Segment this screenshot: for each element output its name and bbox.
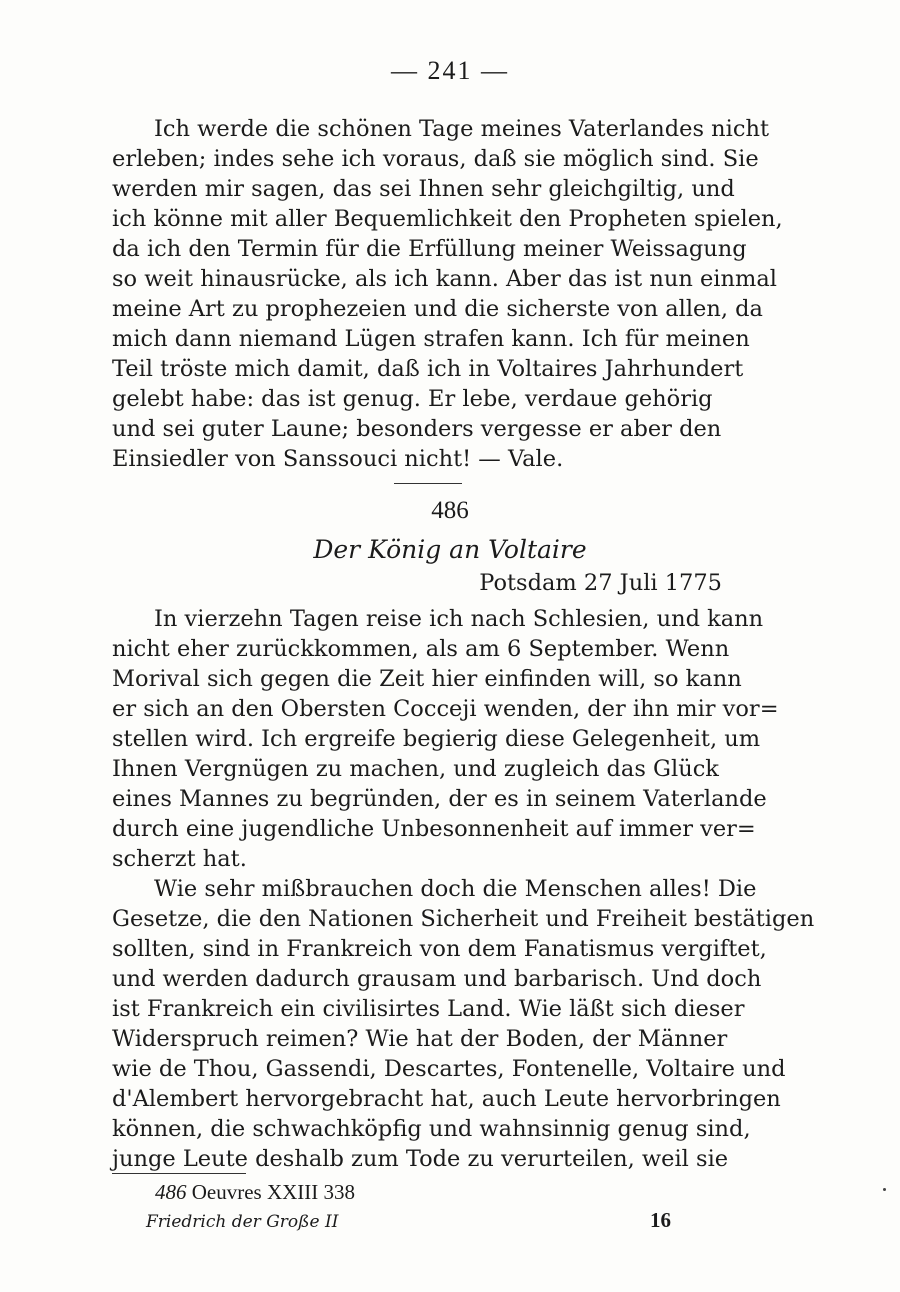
letter-dateline: Potsdam 27 Juli 1775: [479, 570, 722, 596]
signature-mark: Friedrich der Große II: [146, 1212, 339, 1232]
text-line: werden mir sagen, das sei Ihnen sehr gleichgiltig, und: [112, 176, 735, 202]
text-line: Gesetze, die den Nationen Sicherheit und Freiheit bestätigen: [112, 906, 815, 932]
previous-letter-text: [112, 114, 783, 474]
text-line: Morival sich gegen die Zeit hier einfinden will, so kann: [112, 666, 742, 692]
footnote-number: 486: [155, 1180, 187, 1204]
text-line: und werden dadurch grausam und barbarisch. Und doch: [112, 966, 762, 992]
text-line: Einsiedler von Sanssouci nicht! — Vale.: [112, 446, 564, 472]
text-line: ich könne mit aller Bequemlichkeit den Propheten spielen,: [112, 206, 783, 232]
text-line: er sich an den Obersten Cocceji wenden, der ihn mir vor=: [112, 696, 779, 722]
text-line: Ich werde die schönen Tage meines Vaterlandes nicht: [154, 116, 769, 142]
letter-paragraph-2: [112, 874, 815, 1174]
text-line: gelebt habe: das ist genug. Er lebe, verdaue gehörig: [112, 386, 713, 412]
text-line: durch eine jugendliche Unbesonnenheit auf immer ver=: [112, 816, 756, 842]
sheet-number: 16: [650, 1208, 671, 1232]
letter-title: Der König an Voltaire: [313, 535, 587, 564]
text-line: da ich den Termin für die Erfüllung meiner Weissagung: [112, 236, 747, 262]
text-line: mich dann niemand Lügen strafen kann. Ich für meinen: [112, 326, 750, 352]
text-line: In vierzehn Tagen reise ich nach Schlesien, und kann: [154, 606, 764, 632]
text-line: können, die schwachköpfig und wahnsinnig genug sind,: [112, 1116, 751, 1142]
letter-paragraph-1: [112, 604, 779, 874]
text-line: nicht eher zurückkommen, als am 6 September. Wenn: [112, 636, 730, 662]
footnote-rule: [112, 1173, 246, 1174]
text-line: und sei guter Laune; besonders vergesse er aber den: [112, 416, 722, 442]
text-line: scherzt hat.: [112, 846, 247, 872]
text-line: wie de Thou, Gassendi, Descartes, Fontenelle, Voltaire und: [112, 1056, 786, 1082]
text-line: meine Art zu prophezeien und die sicherste von allen, da: [112, 296, 763, 322]
text-line: junge Leute deshalb zum Tode zu verurteilen, weil sie: [112, 1146, 729, 1172]
page-number-header: — 241 —: [391, 56, 509, 85]
text-line: ist Frankreich ein civilisirtes Land. Wie läßt sich dieser: [112, 996, 745, 1022]
footnote-text: Oeuvres XXIII 338: [191, 1180, 356, 1204]
text-line: so weit hinausrücke, als ich kann. Aber das ist nun einmal: [112, 266, 777, 292]
text-line: eines Mannes zu begründen, der es in seinem Vaterlande: [112, 786, 767, 812]
text-line: Teil tröste mich damit, daß ich in Voltaires Jahrhundert: [112, 356, 744, 382]
text-line: Ihnen Vergnügen zu machen, und zugleich das Glück: [112, 756, 719, 782]
text-line: d'Alembert hervorgebracht hat, auch Leute hervorbringen: [112, 1086, 781, 1112]
text-line: Widerspruch reimen? Wie hat der Boden, der Männer: [112, 1026, 728, 1052]
text-line: stellen wird. Ich ergreife begierig diese Gelegenheit, um: [112, 726, 761, 752]
footnote: [155, 1180, 355, 1205]
section-divider: [394, 483, 462, 484]
text-line: erleben; indes sehe ich voraus, daß sie möglich sind. Sie: [112, 146, 759, 172]
letter-number: 486: [431, 497, 469, 524]
text-line: Wie sehr mißbrauchen doch die Menschen alles! Die: [154, 876, 757, 902]
text-line: sollten, sind in Frankreich von dem Fanatismus vergiftet,: [112, 936, 767, 962]
print-speck: [883, 1188, 886, 1191]
